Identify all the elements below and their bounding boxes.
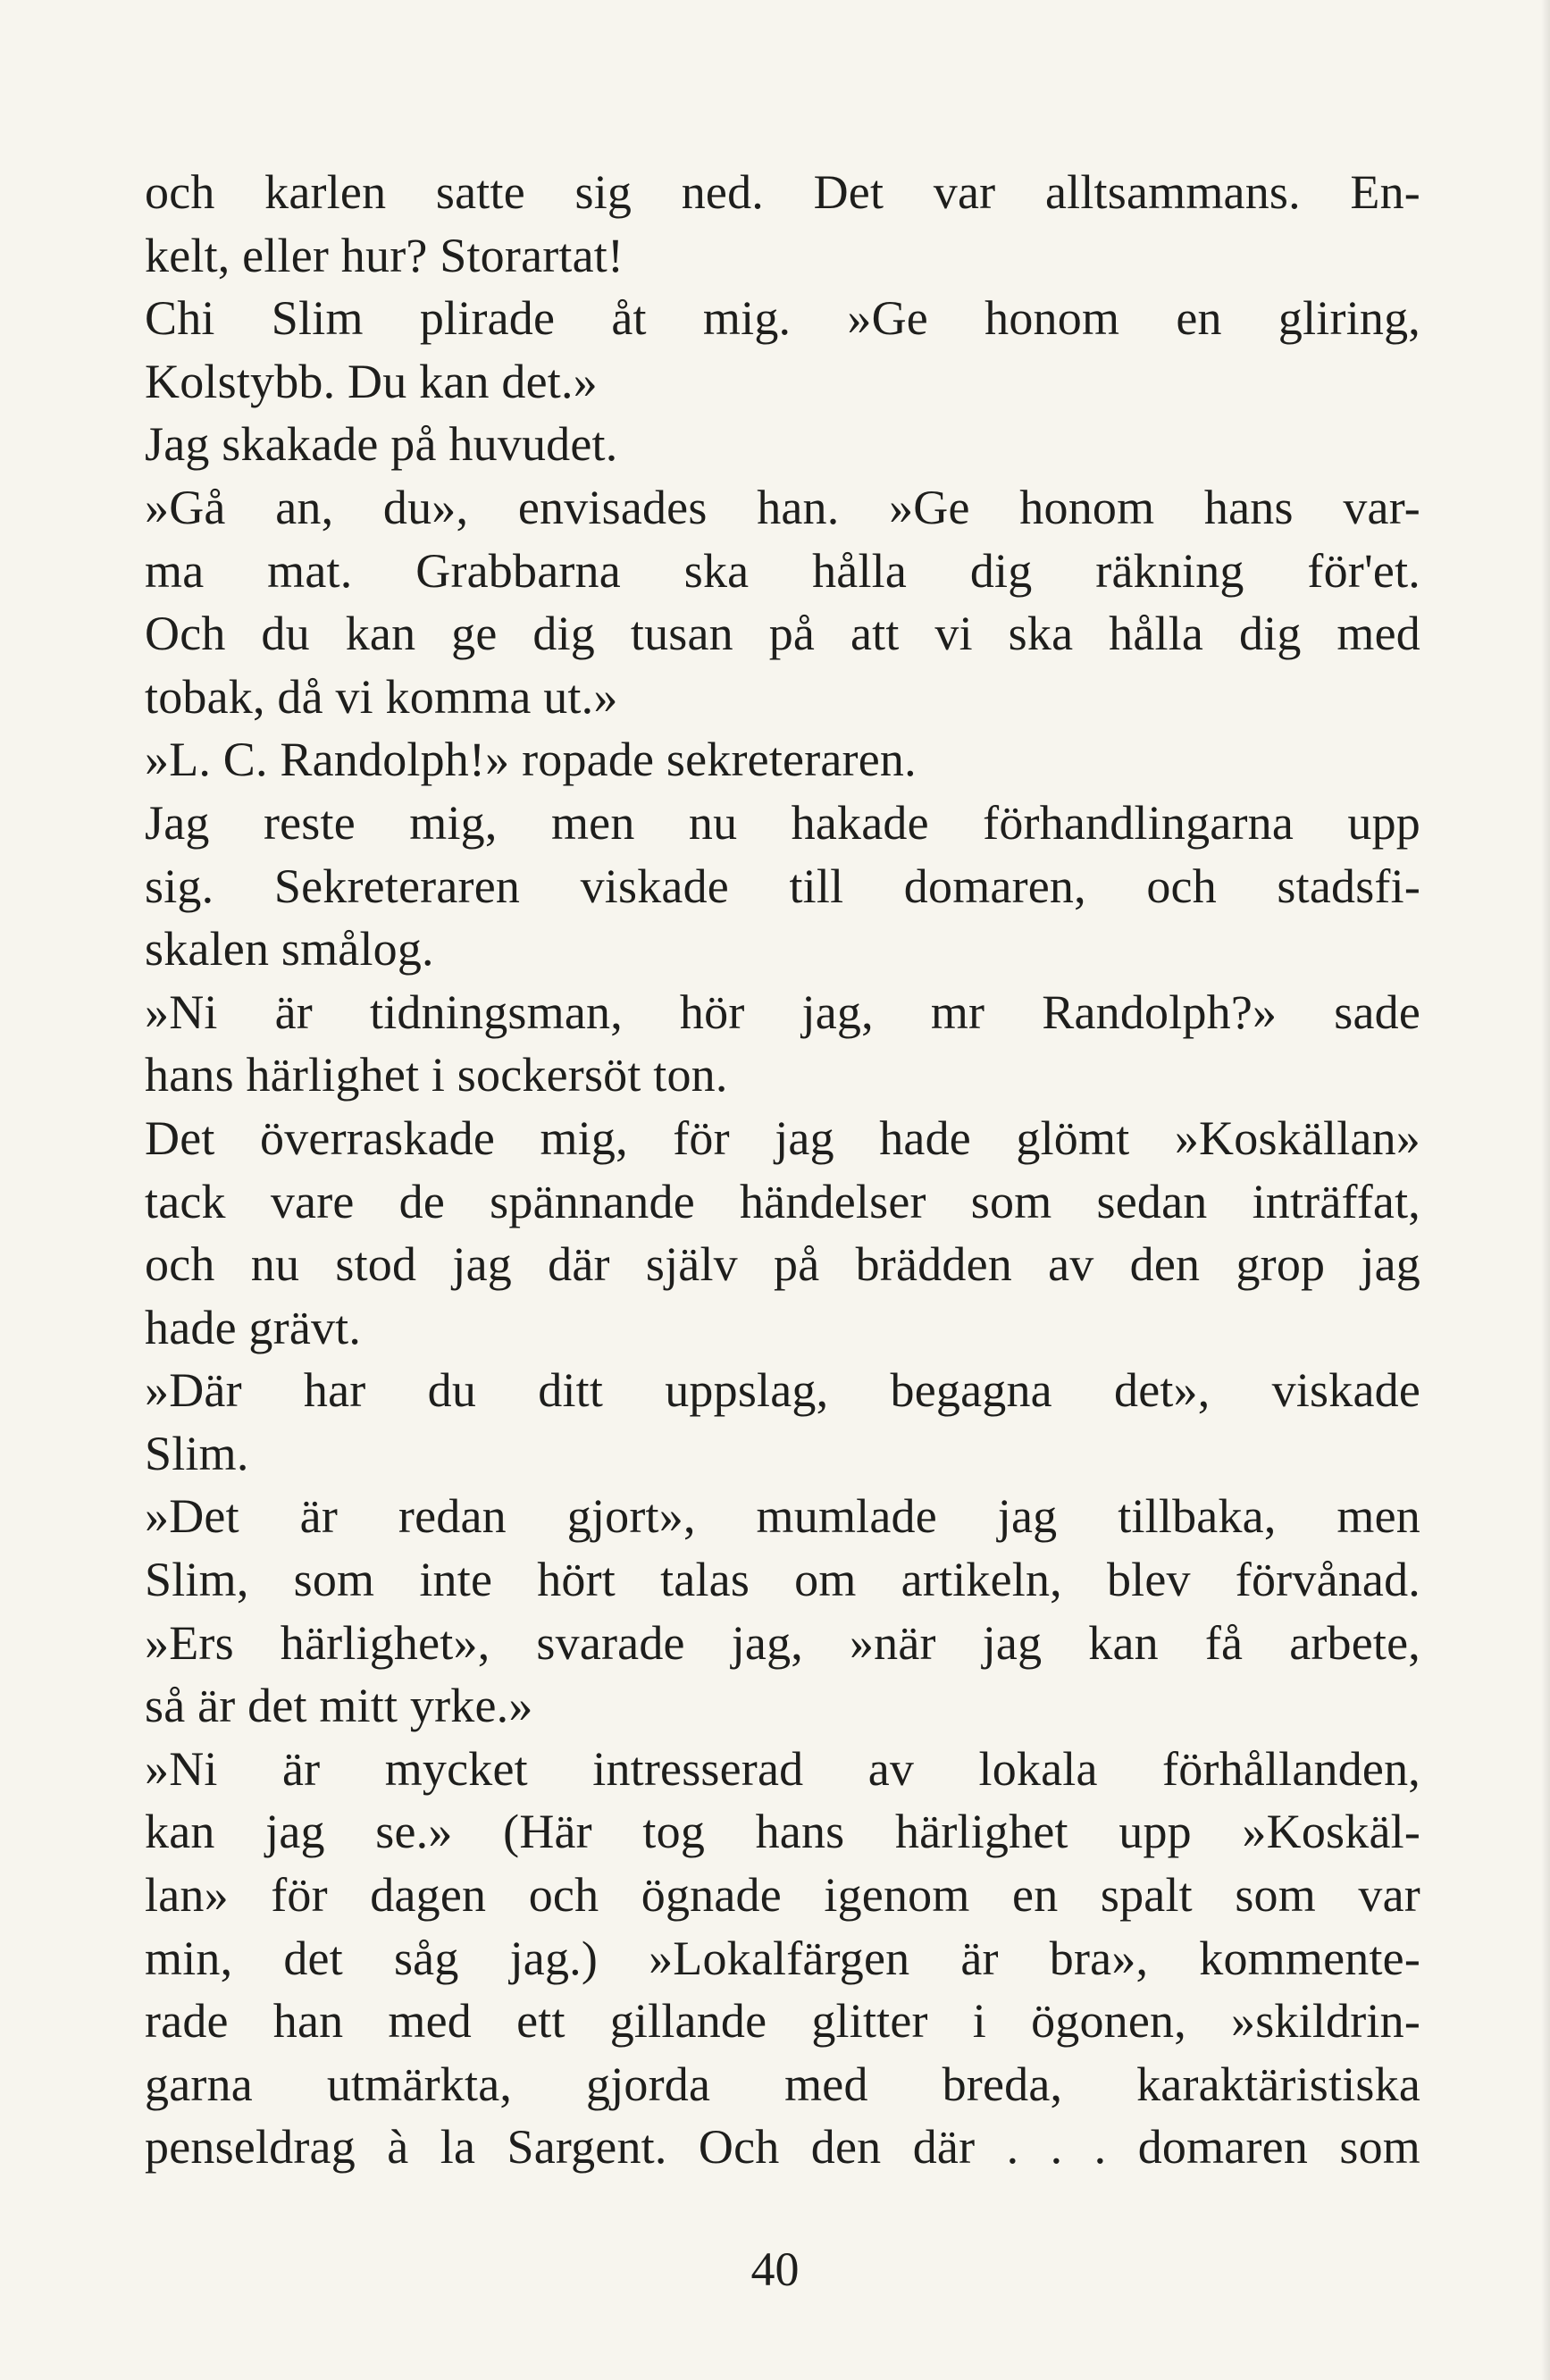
- text-line: »Det är redan gjort», mumlade jag tillbaka, men: [145, 1489, 1420, 1544]
- text-line: Slim.: [145, 1426, 249, 1480]
- text-line: kan jag se.» (Här tog hans härlighet upp »Koskäl-: [145, 1805, 1420, 1859]
- text-line: rade han med ett gillande glitter i ögonen, »skildrin-: [145, 1994, 1420, 2049]
- text-line: hans härlighet i sockersöt ton.: [145, 1048, 728, 1102]
- text-line: så är det mitt yrke.»: [145, 1679, 533, 1733]
- text-line: Och du kan ge dig tusan på att vi ska hålla dig med: [145, 607, 1420, 661]
- text-line: Slim, som inte hört talas om artikeln, blev förvånad.: [145, 1553, 1420, 1607]
- text-line: garna utmärkta, gjorda med breda, karaktäristiska: [145, 2057, 1420, 2111]
- text-line: min, det såg jag.) »Lokalfärgen är bra», kommente-: [145, 1931, 1420, 1985]
- text-line: skalen smålog.: [145, 922, 434, 976]
- text-line: »Ers härlighet», svarade jag, »när jag kan få arbete,: [145, 1615, 1420, 1670]
- text-line: sig. Sekreteraren viskade till domaren, och stadsfi-: [145, 859, 1420, 913]
- text-line: och nu stod jag där själv på brädden av den grop jag: [145, 1237, 1420, 1292]
- text-line: kelt, eller hur? Storartat!: [145, 228, 624, 282]
- text-line: Jag skakade på huvudet.: [145, 417, 618, 472]
- text-line: Kolstybb. Du kan det.»: [145, 354, 598, 408]
- text-line: hade grävt.: [145, 1300, 362, 1354]
- page-number: 40: [750, 2242, 800, 2296]
- text-line: »Gå an, du», envisades han. »Ge honom hans var-: [145, 480, 1420, 534]
- text-line: tack vare de spännande händelser som sedan inträffat,: [145, 1174, 1420, 1228]
- text-line: »Ni är mycket intresserad av lokala förhållanden,: [145, 1741, 1420, 1796]
- text-line: »Ni är tidningsman, hör jag, mr Randolph?» sade: [145, 985, 1420, 1039]
- text-line: och karlen satte sig ned. Det var alltsammans. En-: [145, 165, 1420, 219]
- text-line: »L. C. Randolph!» ropade sekreteraren.: [145, 733, 917, 787]
- page-edge-shadow: [1541, 0, 1550, 2380]
- text-line: Chi Slim plirade åt mig. »Ge honom en gliring,: [145, 291, 1420, 346]
- text-line: ma mat. Grabbarna ska hålla dig räkning för'et.: [145, 543, 1420, 598]
- body-text: [145, 161, 1420, 2179]
- text-line: »Där har du ditt uppslag, begagna det», viskade: [145, 1363, 1420, 1418]
- text-line: tobak, då vi komma ut.»: [145, 669, 618, 724]
- text-line: Jag reste mig, men nu hakade förhandlingarna upp: [145, 795, 1420, 850]
- text-line: lan» för dagen och ögnade igenom en spalt som var: [145, 1868, 1420, 1923]
- text-line: Det överraskade mig, för jag hade glömt »Koskällan»: [145, 1110, 1420, 1165]
- text-line: penseldrag à la Sargent. Och den där . . . domaren som: [145, 2120, 1420, 2175]
